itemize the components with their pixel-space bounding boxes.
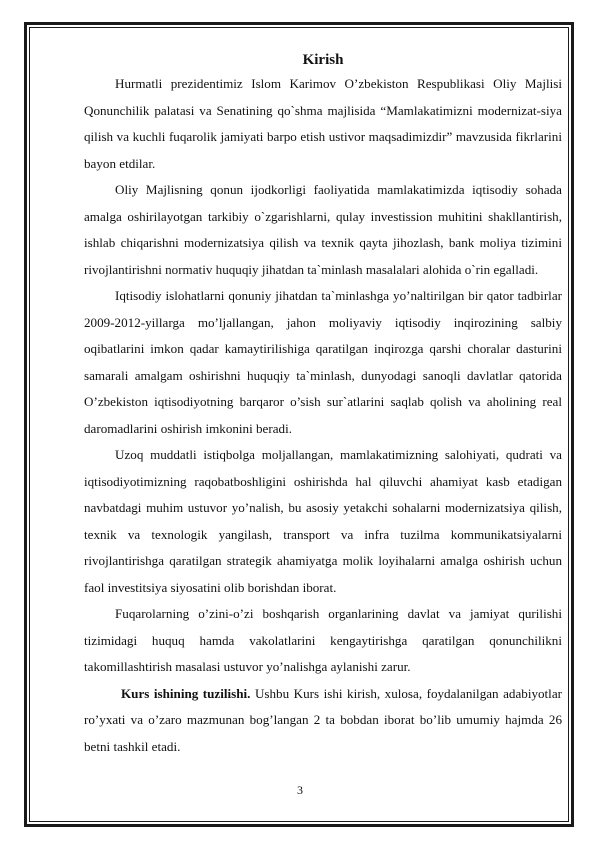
course-structure-heading: Kurs ishining tuzilishi. (121, 685, 251, 701)
paragraph-5: Fuqarolarning o’zini-o’zi boshqarish organlarining davlat va jamiyat qurilishi tizimidagi huquq hamda vakolatlarini kengaytirishga qaratilgan qonunchilikni takomillashtirish masalasi ustuvor yo’nalishga aylanishi zarur. (84, 606, 562, 674)
section-title: Kirish (302, 52, 344, 68)
course-structure-paragraph (84, 681, 562, 761)
paragraph-2: Oliy Majlisning qonun ijodkorligi faoliyatida mamlakatimizda iqtisodiy sohada amalga oshirilayotgan tarkibiy o`zgarishlarni, qulay investission muhitini shakllantirish, ishlab chiqarishni modernizatsiya qilish va texnik qayta jihozlash, bank moliya tizimini rivojlantirishni normativ huquqiy jihatdan ta`minlash masalalari alohida o`rin egalladi. (84, 182, 562, 277)
page-number: 3 (297, 783, 303, 797)
paragraph-4: Uzoq muddatli istiqbolga moljallangan, mamlakatimizning salohiyati, qudrati va iqtisodiyotimizning raqobatboshligini oshirishda hal qiluvchi ahamiyat kasb etadigan navbatdagi muhim ustuvor yo’nalish, bu asosiy yetakchi sohalarni modernizatsiya qilish, texnik va texnologik yangilash, transport va infra tuzilma kommunikatsiyalarni rivojlantirishga qaratilgan strategik ahamiyatga molik loyihalarni amalga oshirish uchun faol investitsiya siyosatini olib borishdan iborat. (84, 447, 562, 595)
paragraph-1: Hurmatli prezidentimiz Islom Karimov O’zbekiston Respublikasi Oliy Majlisi Qonunchilik palatasi va Senatining qo`shma majlisida “Mamlakatimizni modernizat-siya qilish va kuchli fuqarolik jamiyati barpo etish ustivor maqsadimizdir” mavzusida fikrlarini bayon etdilar. (84, 76, 562, 171)
course-structure-text: Ushbu Kurs ishi kirish, xulosa, foydalanilgan adabiyotlar ro’yxati va o’zaro mazmunan bog’langan 2 ta bobdan iborat bo’lib umumiy hajmda 26 betni tashkil etadi. (84, 685, 562, 754)
paragraph-3: Iqtisodiy islohatlarni qonuniy jihatdan ta`minlashga yo’naltirilgan bir qator tadbirlar 2009-2012-yillarga mo’ljallangan, jahon moliyaviy iqtisodiy inqirozining salbiy oqibatlarini imkon qadar kamaytirilishiga qaratilgan inqirozga qarshi choralar dasturini samarali amalgam oshirishni huquqiy ta`minlash, dunyodagi sanoqli davlatlar qatorida O’zbekiston iqtisodiyotning barqaror o’sish sur`atlarini saqlab qolish va aholining real daromadlarini oshirish imkonini beradi. (84, 288, 562, 436)
document-body (84, 50, 562, 760)
